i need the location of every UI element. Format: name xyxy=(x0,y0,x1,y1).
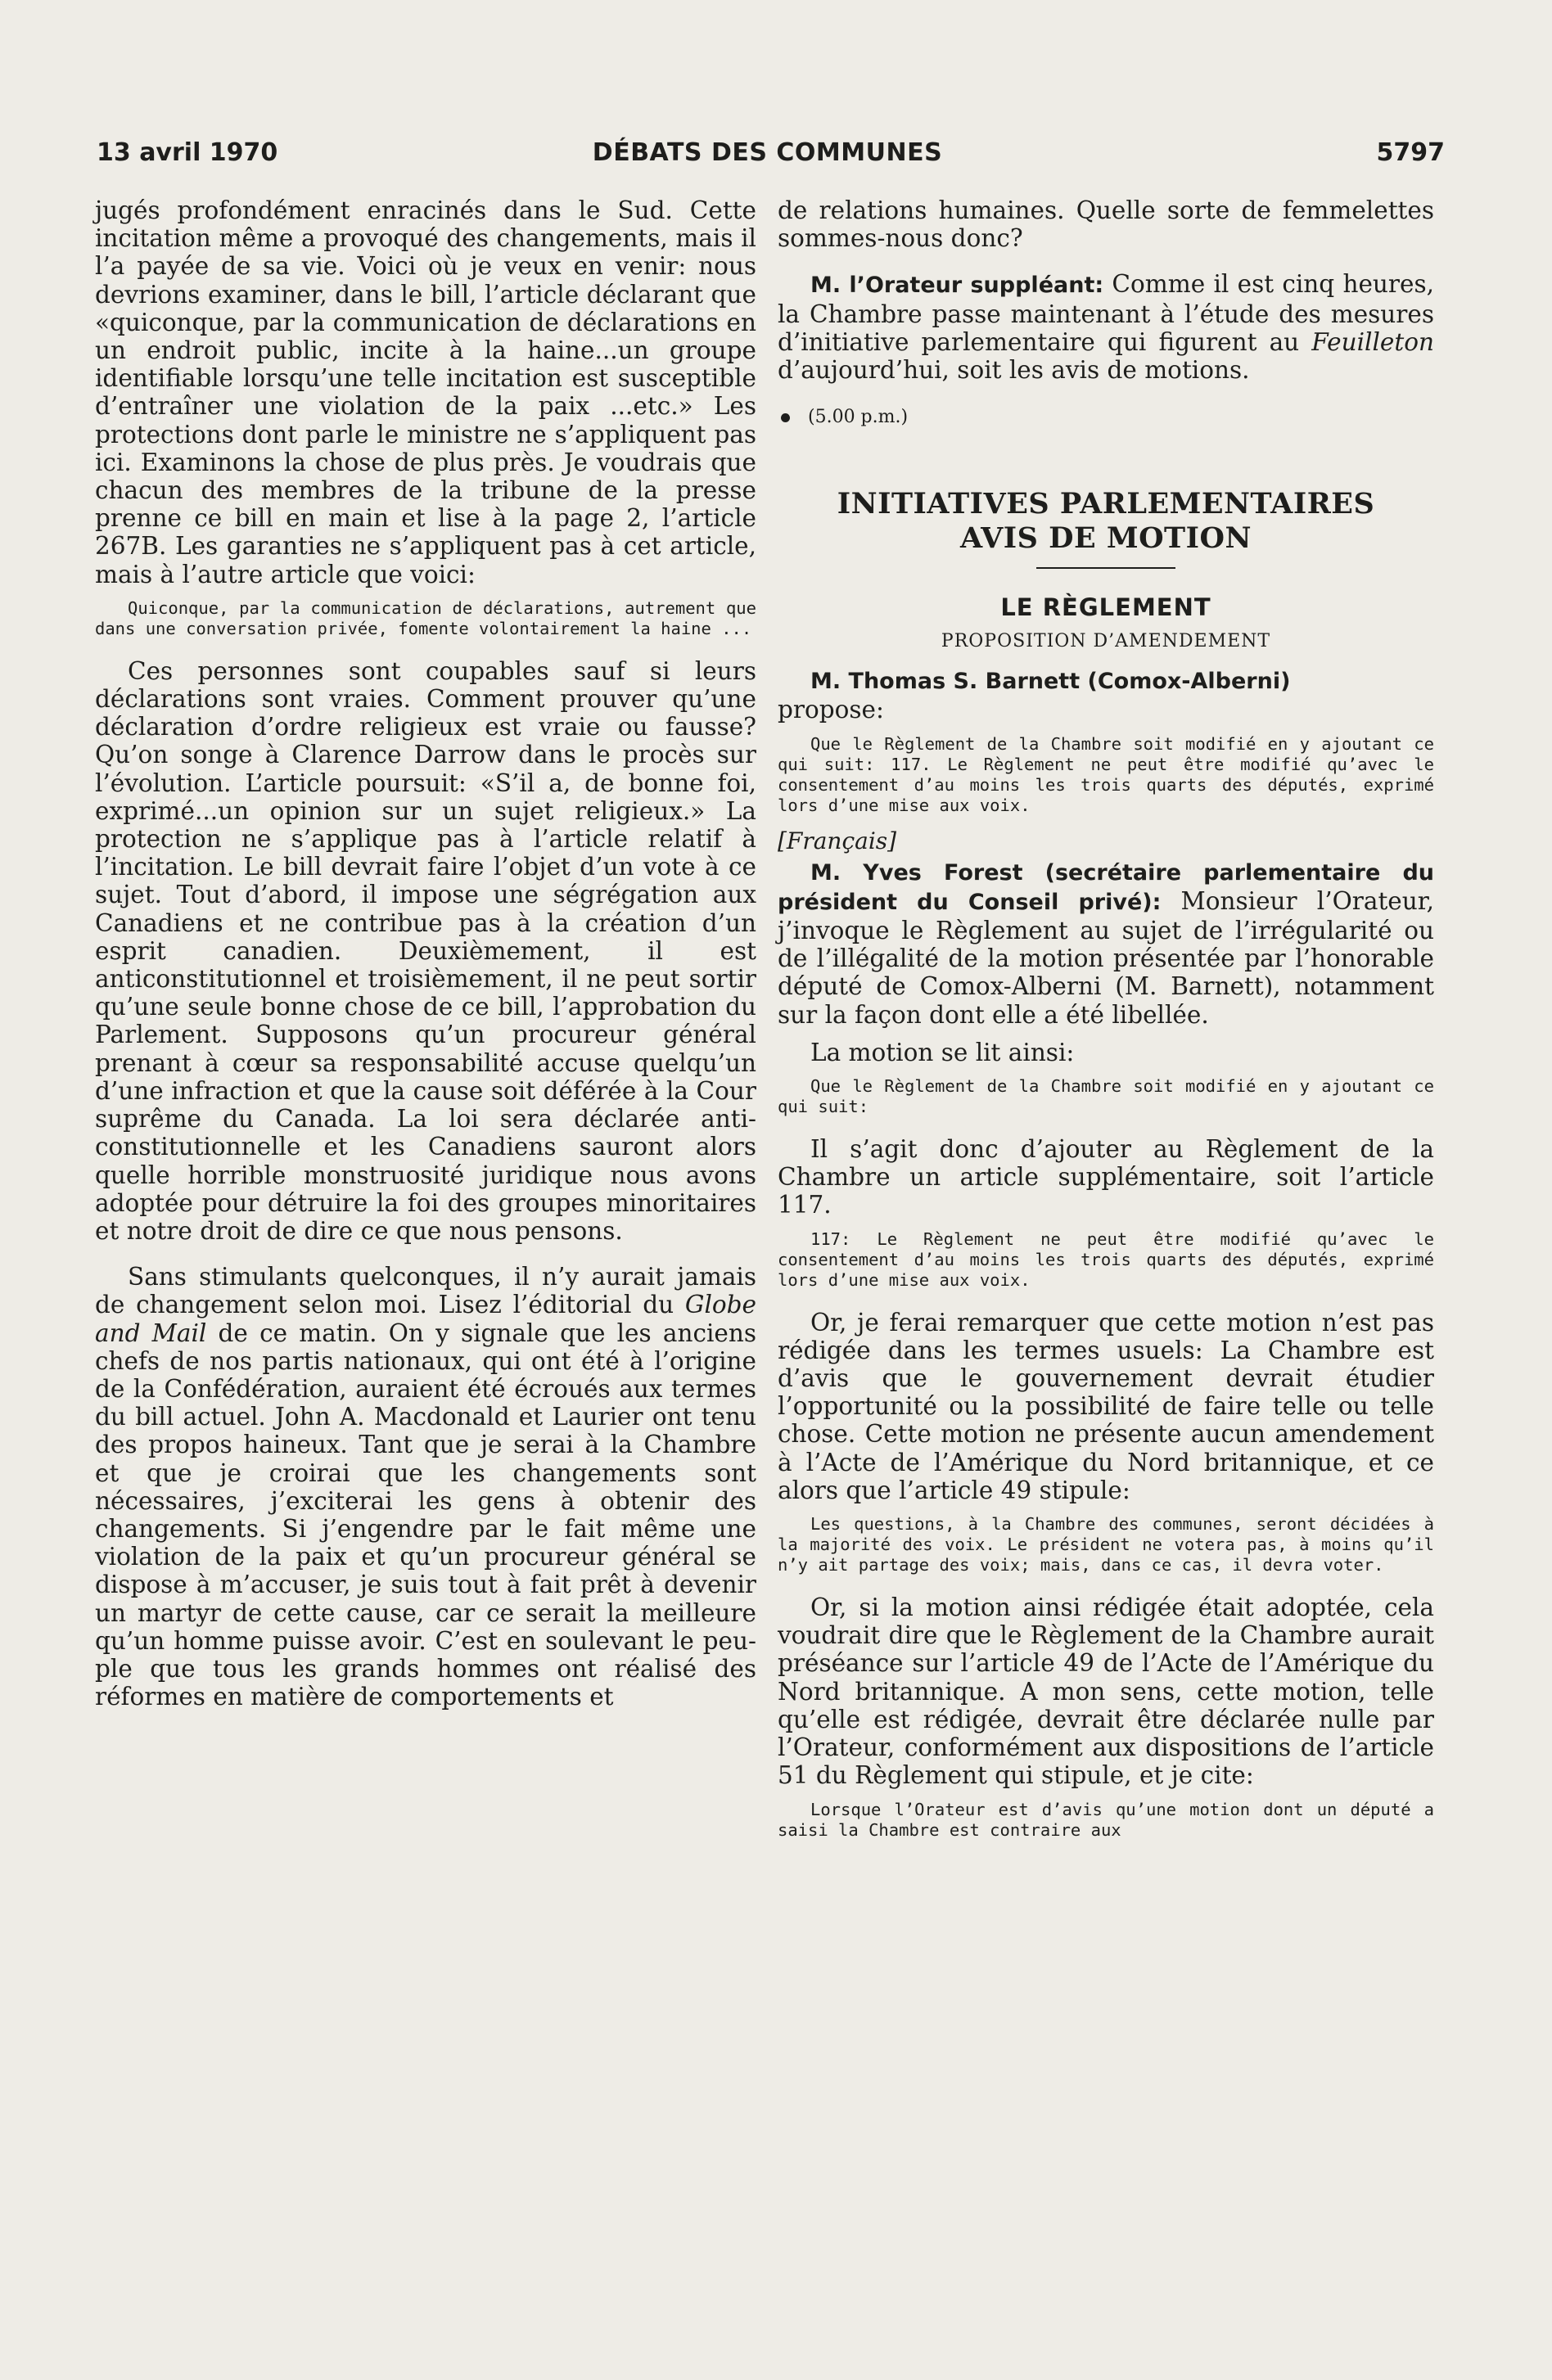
language-marker: [Français] xyxy=(778,827,897,854)
header-date: 13 avril 1970 xyxy=(97,138,278,167)
left-quote-1: Quiconque, par la communication de déclarations, autrement que dans une conversation privée, fomente volontairement la haine ... xyxy=(95,597,756,638)
right-paragraph-2-start: Comme il est cinq heures, la Chambre passe maintenant à l’étude des mesures d’initiative parlementaire qui figurent au xyxy=(778,270,1434,356)
right-column xyxy=(778,196,1434,1850)
right-paragraph-3: propose: xyxy=(778,696,884,724)
bullet-icon xyxy=(781,413,790,422)
feuilleton-title: Feuilleton xyxy=(1311,327,1434,356)
right-paragraph-7: Or, je ferai remarquer que cette motion n’est pas rédigée dans les termes usuels: La Chambre est d’avis que le gouvernement devrait étudier l’opportunité ou la possibilité de faire telle ou telle chose. Cette motion ne présente aucun amendement à l’Acte de l’Amérique du Nord britannique, et ce alors que l’article 49 stipule: xyxy=(778,1308,1434,1504)
header-title: DÉBATS DES COMMUNES xyxy=(592,138,943,167)
right-paragraph-1: de relations humaines. Quelle sorte de femmelettes sommes-nous donc? xyxy=(778,196,1434,253)
page-header xyxy=(90,135,1445,176)
right-paragraph-2 xyxy=(778,270,1434,384)
speaker-name: M. l’Orateur suppléant: xyxy=(810,273,1104,299)
page-number: 5797 xyxy=(1376,138,1445,167)
right-quote-5: Lorsque l’Orateur est d’avis qu’une motion dont un député a saisi la Chambre est contraire aux xyxy=(778,1799,1434,1840)
left-paragraph-3 xyxy=(95,1263,756,1711)
section-title-line-1: INITIATIVES PARLEMENTAIRES xyxy=(837,487,1375,521)
right-paragraph-5: La motion se lit ainsi: xyxy=(810,1038,1075,1066)
right-paragraph-4-body: Monsieur l’Orateur, j’invoque le Règlement au sujet de l’irrégularité ou de l’illégalité de la motion présentée par l’honorable député de Comox-Alberni (M. Barnett), notamment sur la façon dont elle a été libellée. xyxy=(778,886,1434,1029)
time-marker xyxy=(778,405,1434,430)
left-paragraph-3-start: Sans stimulants quelconques, il n’y aurait jamais de changement selon moi. Lisez l’éditorial du xyxy=(95,1263,756,1319)
section-title-line-2: AVIS DE MOTION xyxy=(960,521,1252,556)
speaker-name: M. Yves Forest (secrétaire parlementaire du président du Conseil privé): xyxy=(778,859,1434,915)
section-heading xyxy=(778,487,1434,556)
speaker-barnett xyxy=(778,666,1434,696)
time-text: (5.00 p.m.) xyxy=(808,407,909,428)
section-divider xyxy=(1036,567,1175,569)
right-quote-4: Les questions, à la Chambre des communes, seront décidées à la majorité des voix. Le président ne votera pas, à moins qu’il n’y ait partage des voix; mais, dans ce cas, il devra voter. xyxy=(778,1514,1434,1575)
right-paragraph-4 xyxy=(778,858,1434,1029)
left-paragraph-3-end: de ce matin. On y signale que les anciens chefs de nos partis nationaux, qui ont été à l’origine de la Confédération, auraient été écroués aux termes du bill actuel. John A. Macdonald et Laurier ont tenu des propos haineux. Tant que je serai à la Chambre et que je croirai que les changements sont nécessaires, j’exciterai les gens à obtenir des changements. Si j’engendre par le fait même une violation de la paix et qu’un procureur général se dispose à m’accuser, je suis tout à fait prêt à devenir un martyr de cette cause, car ce serait la meilleure qu’un homme puisse avoir. C’est en soulevant le peuple que tous les grands hommes ont réalisé des réformes en matière de comportements et xyxy=(95,1318,756,1711)
left-paragraph-2: Ces personnes sont coupables sauf si leurs déclarations sont vraies. Comment prouver qu’une déclaration d’ordre religieux est vraie ou fausse? Qu’on songe à Clarence Darrow dans le procès sur l’évolution. L’article poursuit: «S’il a, de bonne foi, exprimé...un opinion sur un sujet religieux.» La protection ne s’applique pas à l’article relatif à l’incitation. Le bill devrait faire l’objet d’un vote à ce sujet. Tout d’abord, il impose une ségrégation aux Canadiens et ne contribue pas à la création d’un esprit canadien. Deuxièmement, il est anticonstitutionnel et troisièmement, il ne peut sortir qu’une seule bonne chose de ce bill, l’approbation du Parlement. Supposons qu’un procureur général prenant à cœur sa responsabilité accuse quelqu’un d’une infraction et que la cause soit déférée à la Cour suprême du Canada. La loi sera déclarée anticonstitutionnelle et les Canadiens sauront alors quelle horrible monstruosité juridique nous avons adoptée pour détruire la foi des groupes minoritaires et notre droit de dire ce que nous pensons. xyxy=(95,656,756,1245)
subsection-heading: LE RÈGLEMENT xyxy=(1000,593,1211,622)
left-paragraph-1: jugés profondément enracinés dans le Sud. Cette incitation même a provoqué des changements, mais il l’a payée de sa vie. Voici où je veux en venir: nous devrions examiner, dans le bill, l’article déclarant que «quiconque, par la communication de déclarations en un endroit public, incite à la haine...un groupe identifiable lorsqu’une telle incitation est susceptible d’entraîner une violation de la paix ...etc.» Les protections dont parle le ministre ne s’appliquent pas ici. Examinons la chose de plus près. Je voudrais que chacun des membres de la tribune de la presse prenne ce bill en main et lise à la page 2, l’article 267B. Les garanties ne s’appliquent pas à cet article, mais à l’autre article que voici: xyxy=(95,196,756,588)
right-quote-2: Que le Règlement de la Chambre soit modifié en y ajoutant ce qui suit: xyxy=(778,1076,1434,1117)
newspaper-title: Globe and Mail xyxy=(95,1291,756,1347)
right-paragraph-8: Or, si la motion ainsi rédigée était adoptée, cela voudrait dire que le Règlement de la Chambre aurait préséance sur l’article 49 de l’Acte de l’Amérique du Nord britannique. A mon sens, cette motion, telle qu’elle est rédigée, devrait être déclarée nulle par l’Orateur, conformément aux dispositions de l’article 51 du Règlement qui stipule, et je cite: xyxy=(778,1593,1434,1790)
speaker-name: M. Thomas S. Barnett (Comox-Alberni) xyxy=(810,669,1291,695)
right-paragraph-6: Il s’agit donc d’ajouter au Règlement de la Chambre un article supplémentaire, soit l’article 117. xyxy=(778,1135,1434,1219)
right-quote-3: 117: Le Règlement ne peut être modifié qu’avec le consentement d’au moins les trois quarts des députés, exprimé lors d’une mise aux voix. xyxy=(778,1228,1434,1290)
right-paragraph-2-end: d’aujourd’hui, soit les avis de motions. xyxy=(778,356,1250,385)
right-quote-1: Que le Règlement de la Chambre soit modifié en y ajoutant ce qui suit: 117. Le Règlement ne peut être modifié qu’avec le consentement d’au moins les trois quarts des députés, exprimé lors d’une mise aux voix. xyxy=(778,733,1434,815)
left-column xyxy=(95,196,756,1711)
subsubsection-heading: PROPOSITION D’AMENDEMENT xyxy=(941,631,1271,652)
